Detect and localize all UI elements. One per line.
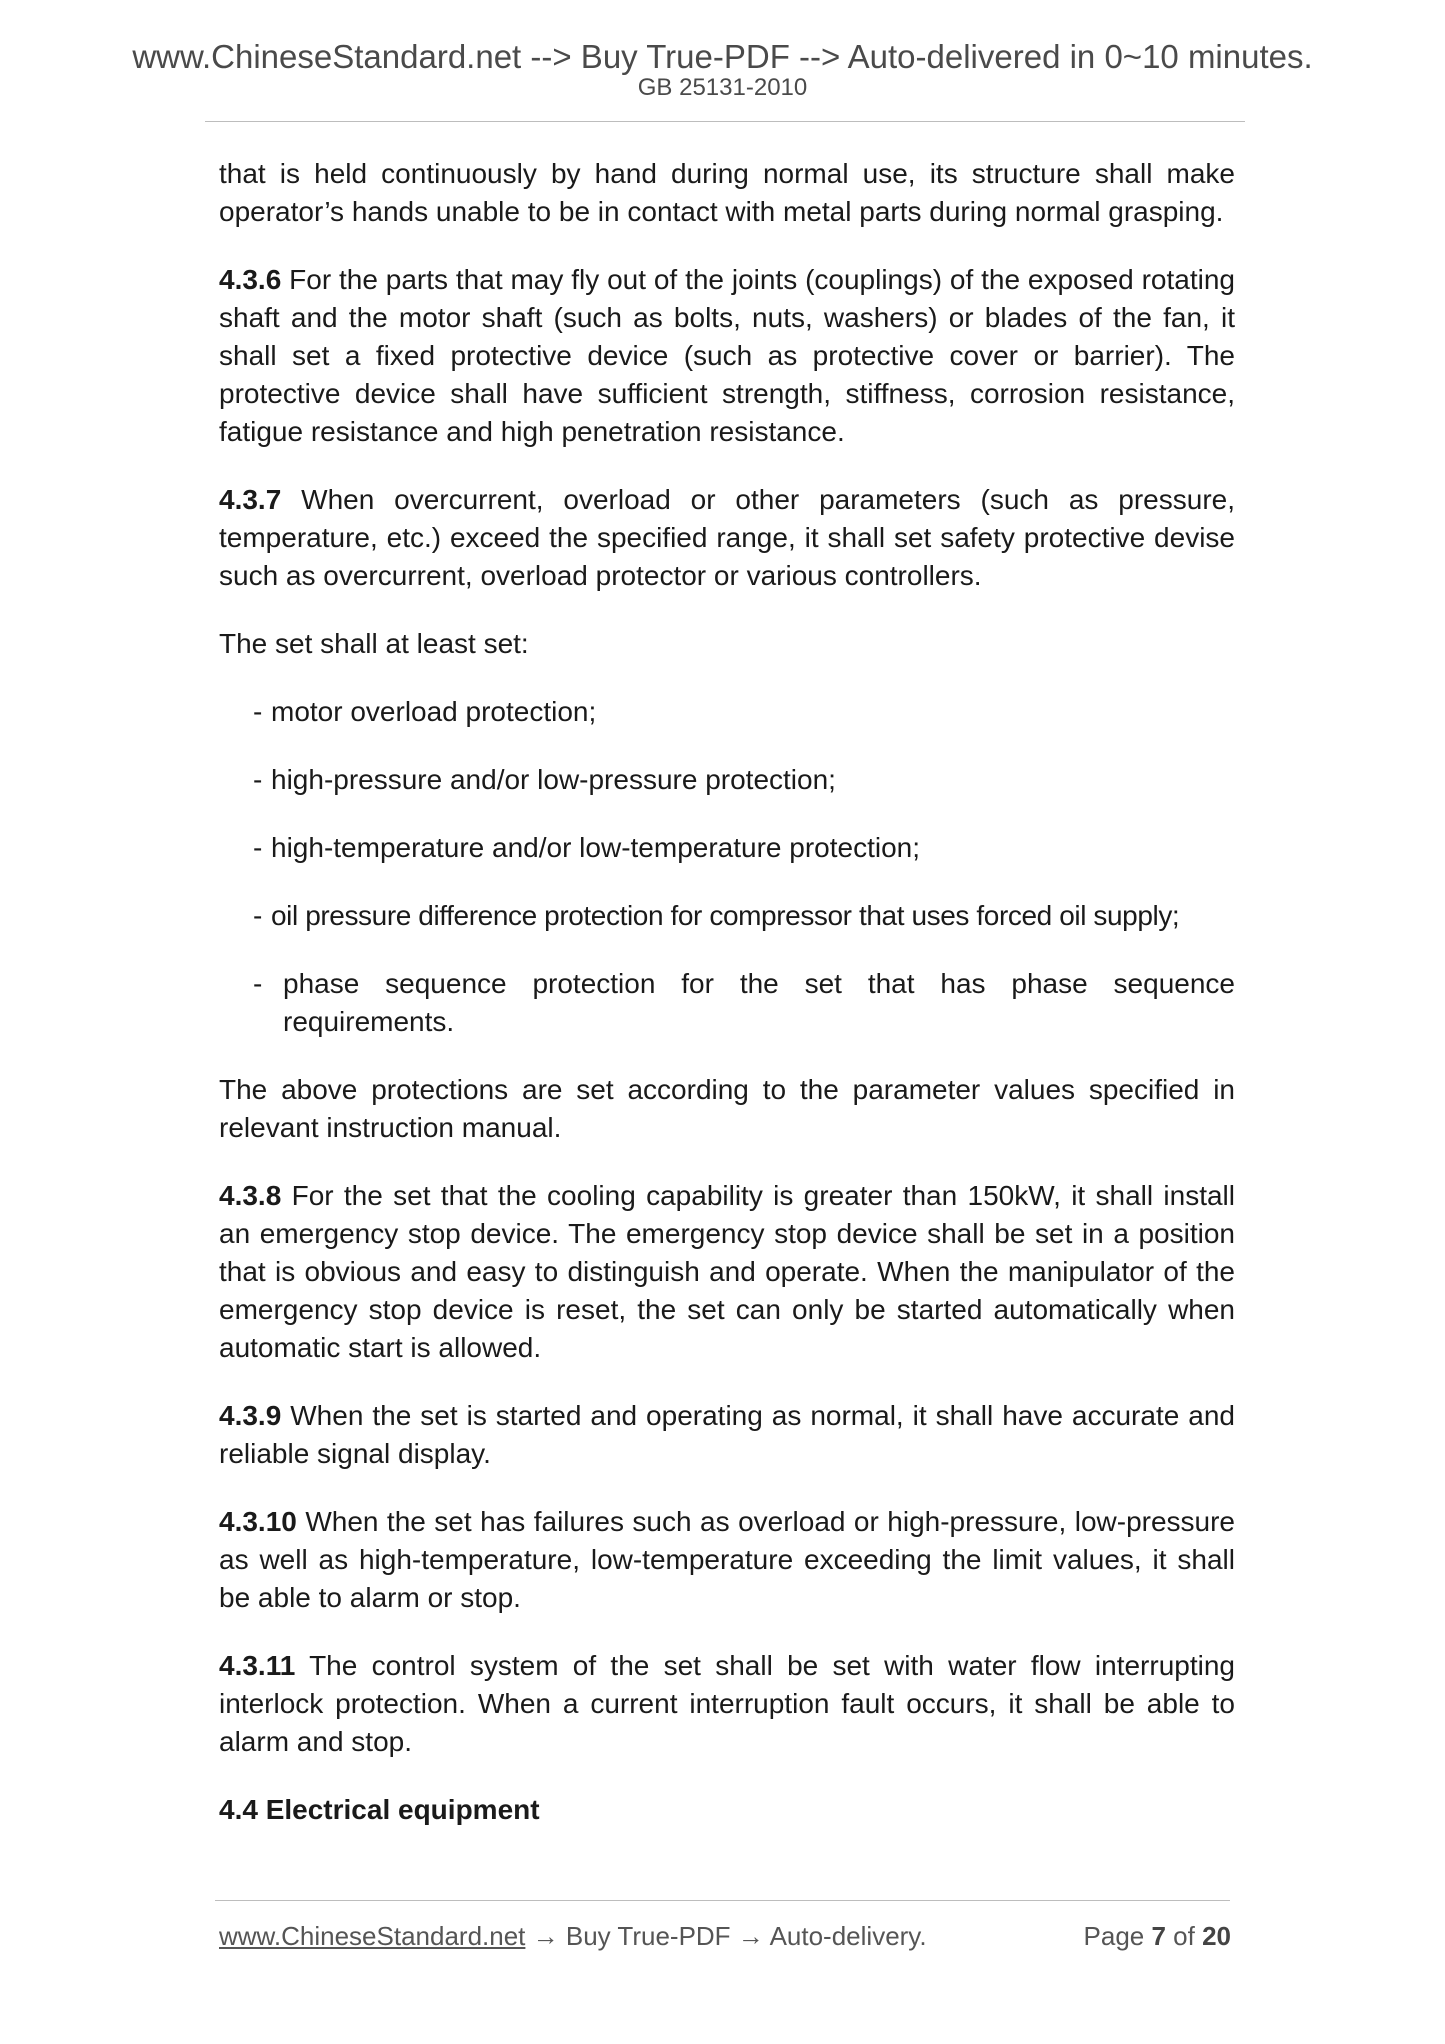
list-item bbox=[219, 965, 1235, 1041]
set-intro: The set shall at least set: bbox=[219, 628, 529, 659]
footer-divider bbox=[215, 1900, 1230, 1901]
section-4-3-8 bbox=[219, 1177, 1235, 1367]
list-item-text: high-temperature and/or low-temperature protection; bbox=[271, 832, 921, 863]
section-text: When overcurrent, overload or other parameters (such as pressure, temperature, etc.) exceed the specified range, it shall set safety protective devise such as overcurrent, overload protector or various controllers. bbox=[219, 484, 1235, 591]
list-item-text: phase sequence protection for the set that has phase sequence requirements. bbox=[283, 968, 1235, 1037]
page-content bbox=[219, 155, 1235, 1859]
of-label: of bbox=[1165, 1921, 1203, 1951]
list-item bbox=[219, 829, 1235, 867]
bullet-dash: - bbox=[253, 968, 263, 999]
section-text: When the set is started and operating as normal, it shall have accurate and reliable signal display. bbox=[219, 1400, 1235, 1469]
footer bbox=[219, 1921, 1231, 1952]
list-item bbox=[219, 897, 1235, 935]
section-text: For the set that the cooling capability is greater than 150kW, it shall install an emergency stop device. The emergency stop device shall be set in a position that is obvious and easy to distinguish and operate. When the manipulator of the emergency stop device is reset, the set can only be started automatically when automatic start is allowed. bbox=[219, 1180, 1235, 1363]
page-indicator bbox=[1084, 1921, 1231, 1952]
section-4-3-11 bbox=[219, 1647, 1235, 1761]
section-number: 4.3.11 bbox=[219, 1650, 296, 1681]
header-banner: www.ChineseStandard.net --> Buy True-PDF --> Auto-delivered in 0~10 minutes. bbox=[132, 38, 1313, 75]
paragraph-continuation: that is held continuously by hand during normal use, its structure shall make operator’s hands unable to be in contact with metal parts during normal grasping. bbox=[219, 158, 1235, 227]
section-heading-4-4: 4.4 Electrical equipment bbox=[219, 1794, 540, 1825]
bullet-dash: - bbox=[253, 900, 263, 931]
footer-tagline: → Buy True-PDF → Auto-delivery. bbox=[525, 1921, 927, 1951]
header-divider bbox=[205, 121, 1245, 122]
page-number: 7 bbox=[1151, 1921, 1166, 1951]
protections-note: The above protections are set according to the parameter values specified in relevant instruction manual. bbox=[219, 1074, 1235, 1143]
page-label: Page bbox=[1083, 1921, 1152, 1951]
list-item-text: high-pressure and/or low-pressure protection; bbox=[271, 764, 836, 795]
section-4-3-7 bbox=[219, 481, 1235, 595]
page-total: 20 bbox=[1202, 1921, 1231, 1951]
section-4-3-9 bbox=[219, 1397, 1235, 1473]
section-number: 4.3.9 bbox=[219, 1400, 282, 1431]
footer-left bbox=[219, 1921, 927, 1952]
section-number: 4.3.8 bbox=[219, 1180, 282, 1211]
list-item bbox=[219, 761, 1235, 799]
site-link[interactable]: www.ChineseStandard.net bbox=[219, 1921, 526, 1951]
section-4-3-10 bbox=[219, 1503, 1235, 1617]
bullet-dash: - bbox=[253, 696, 263, 727]
section-number: 4.3.7 bbox=[219, 484, 282, 515]
list-item bbox=[219, 693, 1235, 731]
section-text: When the set has failures such as overload or high-pressure, low-pressure as well as high-temperature, low-temperature exceeding the limit values, it shall be able to alarm or stop. bbox=[219, 1506, 1235, 1613]
section-text: The control system of the set shall be set with water flow interrupting interlock protection. When a current interruption fault occurs, it shall be able to alarm and stop. bbox=[219, 1650, 1235, 1757]
section-number: 4.3.6 bbox=[219, 264, 282, 295]
list-item-text: oil pressure difference protection for compressor that uses forced oil supply; bbox=[271, 900, 1180, 931]
bullet-dash: - bbox=[253, 764, 263, 795]
bullet-dash: - bbox=[253, 832, 263, 863]
document-code: GB 25131-2010 bbox=[637, 74, 808, 101]
section-text: For the parts that may fly out of the joints (couplings) of the exposed rotating shaft and the motor shaft (such as bolts, nuts, washers) or blades of the fan, it shall set a fixed protective device (such as protective cover or barrier). The protective device shall have sufficient strength, stiffness, corrosion resistance, fatigue resistance and high penetration resistance. bbox=[219, 264, 1235, 447]
section-number: 4.3.10 bbox=[219, 1506, 297, 1537]
list-item-text: motor overload protection; bbox=[271, 696, 597, 727]
section-4-3-6 bbox=[219, 261, 1235, 451]
